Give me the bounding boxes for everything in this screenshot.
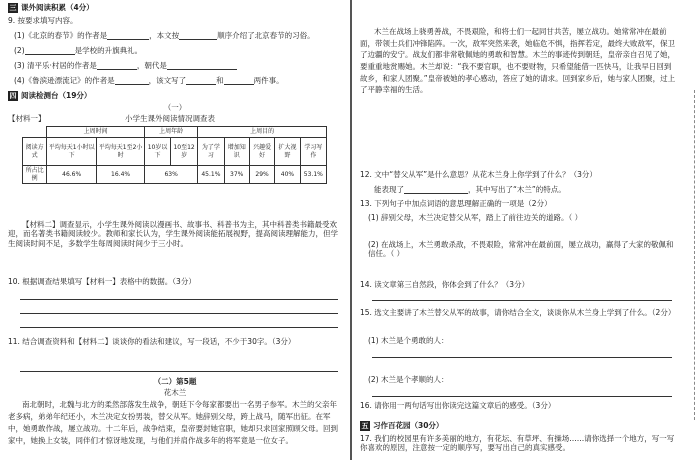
answer-line[interactable] xyxy=(372,357,672,358)
table-cell: 兴趣爱好 xyxy=(249,138,274,166)
answer-line[interactable] xyxy=(20,313,338,314)
q9-1-text: (1)《北京的春节》的作者是 xyxy=(14,31,108,40)
survey-table xyxy=(22,126,327,184)
q9-3-blank2[interactable] xyxy=(167,62,237,70)
table-cell: 平均每天1至2小时 xyxy=(97,138,145,166)
section-number-icon: 三 xyxy=(9,4,17,12)
q9-1 xyxy=(14,31,315,40)
q15-2: (2) 木兰是个孝顺的人： xyxy=(368,375,449,384)
q9-2-textb: 是学校的升旗典礼。 xyxy=(74,46,143,55)
passage-continuation: 木兰在战场上骁勇善战，不畏艰险，和将士们一起同甘共苦，屡立战功。她常常冲在最前面，带领士兵们冲锋陷阵。一次，敌军突然来袭，她临危不惧，指挥若定，最终大败敌军，保卫了边疆的安宁。战友们都非常敬佩她的勇敢和智慧。木兰的事迹传到朝廷，皇帝亲自召见了她，要重重地赏赐她。木兰却说：“我不要官职，也不要财物，只希望能借一匹快马，让我早日回到故乡，和家人团聚。”皇帝被她的孝心感动，答应了她的请求。回到家乡后，她与家人团聚，过上了平静幸福的生活。 xyxy=(360,27,676,95)
table-cell: 53.1% xyxy=(300,166,326,184)
answer-line[interactable] xyxy=(20,299,338,300)
answer-line[interactable] xyxy=(372,300,672,301)
material2-paragraph: 【材料二】调查显示，小学生课外阅读以漫画书、故事书、科普书为主，其中科普类书籍最受欢迎，而名著类书籍阅读较少。教师和家长认为，学生课外阅读能拓展视野，提高阅读理解能力，但学生阅读时间不足，多数学生每周阅读时间少于三小时。 xyxy=(8,220,338,248)
q13-1: (1) 辞别父母，木兰决定替父从军，踏上了前往边关的道路。（ ） xyxy=(368,213,583,222)
section3-title: 课外阅读积累（4分） xyxy=(21,3,94,12)
table-title: 小学生课外阅读情况调查表 xyxy=(125,114,215,123)
q10: 10. 根据调查结果填写【材料一】表格中的数据。（3分） xyxy=(8,277,196,286)
table-cell: 学习写作 xyxy=(300,138,326,166)
q11: 11. 结合调查资料和【材料二】谈谈你的看法和建议，写一段话，不少于30字。（3分） xyxy=(8,337,296,346)
q14: 14. 读文章第三自然段，你体会到了什么？（3分） xyxy=(360,280,530,289)
q12-textc: ，其中写出了“木兰”的特点。 xyxy=(468,185,566,194)
answer-line[interactable] xyxy=(20,327,338,328)
section4-header xyxy=(8,91,91,101)
q9-4-blank3[interactable] xyxy=(224,77,254,85)
q9-4-blank2[interactable] xyxy=(186,77,216,85)
table-cell: 阅读方式 xyxy=(23,138,47,166)
table-header-row xyxy=(23,127,327,138)
table-row xyxy=(23,166,327,184)
q9-4-textb: ，该文写了 xyxy=(148,76,187,85)
q9-3 xyxy=(14,61,237,70)
q9-4-blank1[interactable] xyxy=(115,77,149,85)
table-cell: 37% xyxy=(224,166,249,184)
table-head-age: 上周年龄 xyxy=(145,127,198,138)
q9-2 xyxy=(14,46,142,55)
q16: 16. 请你用一两句话写出你读完这篇文章后的感受。（3分） xyxy=(360,401,556,410)
q9-3-blank1[interactable] xyxy=(97,62,137,70)
section-number-icon: 四 xyxy=(9,92,17,100)
q9-2-text: (2) xyxy=(14,46,25,55)
q9-4-textc: 和 xyxy=(216,76,224,85)
q9-1-textb: ，本文按 xyxy=(149,31,180,40)
section5-header xyxy=(360,421,443,431)
answer-line[interactable] xyxy=(372,396,672,397)
section4-title: 阅读检测台（19分） xyxy=(21,91,92,100)
table-head-purpose: 上周目的 xyxy=(198,127,327,138)
part1-title: （一） xyxy=(163,103,187,112)
table-cell: 增加知识 xyxy=(224,138,249,166)
table-cell: 29% xyxy=(249,166,274,184)
table-cell: 为了学习 xyxy=(198,138,224,166)
table-cell: 所占比例 xyxy=(23,166,47,184)
table-cell: 扩大视野 xyxy=(275,138,300,166)
q9-1-textc: 顺序介绍了北京春节的习俗。 xyxy=(217,31,315,40)
table-row xyxy=(23,138,327,166)
table-cell: 10岁以下 xyxy=(145,138,171,166)
q15: 15. 选文主要讲了木兰替父从军的故事，请你结合全文，谈谈你从木兰身上学到了什么。（2分） xyxy=(360,308,676,317)
table-cell: 10至12岁 xyxy=(170,138,197,166)
q9-2-blank[interactable] xyxy=(25,47,75,55)
q9-3-text: (3) 清平乐·村居的作者是 xyxy=(14,61,97,70)
q13: 13. 下列句子中加点词语的意思理解正确的一项是（2分） xyxy=(360,199,552,208)
binding-edge xyxy=(694,90,695,420)
q12-text: 能表现了 xyxy=(374,185,404,194)
q12: 12. 文中“替父从军”是什么意思？从花木兰身上你学到了什么？（3分） xyxy=(360,170,597,179)
q12-sub xyxy=(374,185,566,194)
q9-4-textd: 两件事。 xyxy=(253,76,284,85)
table-cell: 63% xyxy=(145,166,198,184)
q12-blank[interactable] xyxy=(404,186,468,194)
passage-title: 花木兰 xyxy=(163,388,187,397)
answer-line[interactable] xyxy=(20,371,338,372)
q9-1-blank1[interactable] xyxy=(107,32,149,40)
section3-header xyxy=(8,3,94,13)
q9-1-blank2[interactable] xyxy=(179,32,217,40)
section5-title: 习作百花园（30分） xyxy=(373,421,444,430)
q9-3-textb: ，朝代是 xyxy=(136,61,167,70)
table-cell: 平均每天1小时以下 xyxy=(47,138,97,166)
q17: 17. 我们的校园里有许多美丽的地方，有花坛、有草坪、有操场……请你选择一个地方，写一写你喜欢的原因，注意按一定的顺序写，要写出自己的真实感受。 xyxy=(360,434,675,453)
passage-paragraph: 南北朝时，北魏与北方的柔然部落发生战争，朝廷下令每家都要出一名男子参军。木兰的父亲年老多病，弟弟年纪还小，木兰决定女扮男装，替父从军。她辞别父母，跨上战马，随军出征。在军中，她勇敢作战，屡立战功。十二年后，战争结束，皇帝要封她官职，她却只求回家照顾父母。回到家中，她换上女装，同伴们才惊讶地发现，与他们并肩作战多年的将军竟是一位女子。 xyxy=(8,400,338,445)
table-cell: 45.1% xyxy=(198,166,224,184)
table-cell: 46.6% xyxy=(47,166,97,184)
q15-1: (1) 木兰是个勇敢的人： xyxy=(368,336,449,345)
material1-label: 【材料一】 xyxy=(8,114,46,123)
q9-4-text: (4)《鲁滨逊漂流记》的作者是 xyxy=(14,76,115,85)
q9-4 xyxy=(14,76,284,85)
right-column xyxy=(352,0,697,460)
table-head-time: 上周时间 xyxy=(47,127,145,138)
q13-2: (2) 在战场上，木兰勇敢杀敌，不畏艰险，常常冲在最前面，屡立战功，赢得了大家的敬佩和信任。（ ） xyxy=(368,240,674,259)
table-cell: 40% xyxy=(275,166,300,184)
part2-title: （二）第5题 xyxy=(153,377,197,386)
section-number-icon: 五 xyxy=(361,422,369,430)
q9-stem: 9. 按要求填写内容。 xyxy=(8,16,78,25)
table-cell: 16.4% xyxy=(97,166,145,184)
